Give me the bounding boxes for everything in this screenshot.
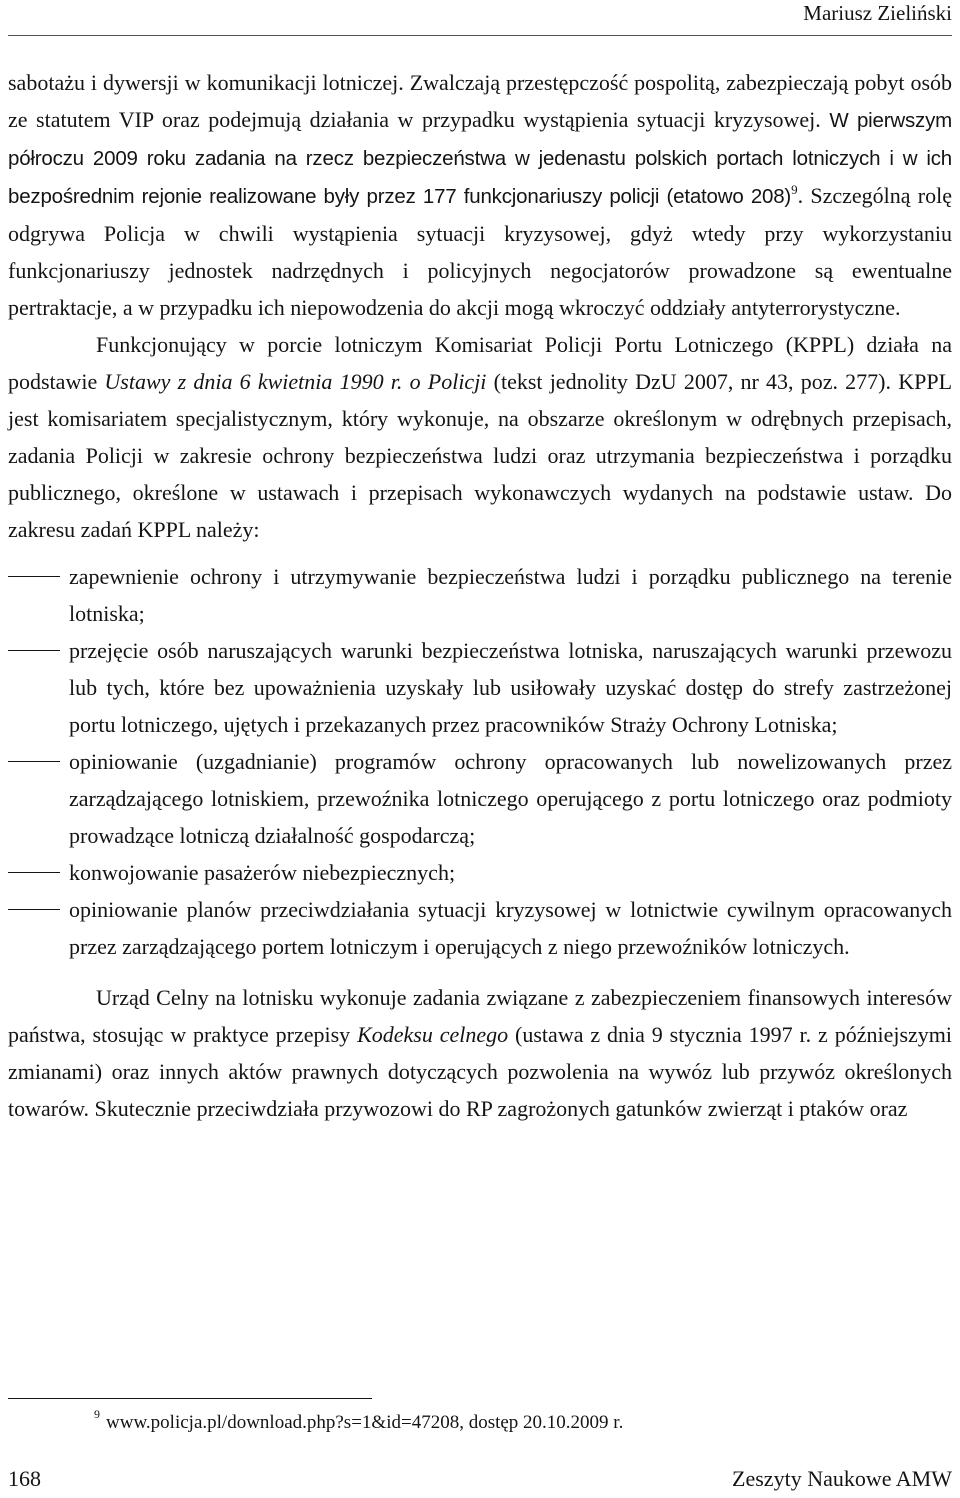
footnote [94,1407,624,1434]
footnote-ref[interactable]: 9 [791,182,798,197]
list-item [8,743,952,854]
paragraph-customs-office [8,979,952,1127]
footnote-link-text[interactable]: www.policja.pl/download.php?s=1&id=47208, dostęp 20.10.2009 r. [106,1412,624,1433]
list-item [8,891,952,965]
dash-bullet [8,576,60,577]
list-item-text: przejęcie osób naruszających warunki bezpieczeństwa lotniska, naruszających warunki przewozu lub tych, które bez upoważnienia uzyskały lub usiłowały uzyskać dostęp do strefy zastrzeżonej portu lotniczego, ujętych i przekazanych przez pracowników Straży Ochrony Lotniska; [69,638,952,737]
page-number: 168 [8,1466,41,1491]
list-item-text: opiniowanie planów przeciwdziałania sytuacji kryzysowej w lotnictwie cywilnym opracowanych przez zarządzającego portem lotniczym i operujących z niego przewoźników lotniczych. [69,897,952,959]
code-title: Kodeksu celnego [357,1022,509,1047]
dash-bullet [8,650,60,651]
kppl-tasks-list [8,558,952,965]
act-title: Ustawy z dnia 6 kwietnia 1990 r. o Policji [104,369,487,394]
list-item [8,558,952,632]
paragraph-text-sans: W pierwszym półroczu 2009 roku zadania na rzecz bezpieczeństwa w jedenastu polskich portach lotniczych i w ich bezpośrednim rejonie realizowane były przez 177 funkcjonariuszy policji (etatowo 208) [8,109,952,208]
paragraph-kppl-legal-basis [8,326,952,548]
dash-bullet [8,872,60,873]
dash-bullet [8,761,60,762]
header-rule [8,35,952,36]
running-header-author: Mariusz Zieliński [803,1,952,25]
list-item [8,632,952,743]
footnote-number: 9 [94,1407,100,1421]
list-item-text: opiniowanie (uzgadnianie) programów ochrony opracowanych lub nowelizowanych przez zarządzającego lotniskiem, przewoźnika lotniczego operującego z portu lotniczego oraz podmioty prowadzące lotniczą działalność gospodarczą; [69,749,952,848]
paragraph-text: . Szczególną rolę odgrywa Policja w chwili wystąpienia sytuacji kryzysowej, gdyż wtedy przy wykorzystaniu funkcjonariuszy jednostek nadrzędnych i policyjnych negocjatorów prowadzone są ewentualne pertraktacje, a w przypadku ich niepowodzenia do akcji mogą wkroczyć oddziały antyterrorystyczne. [8,183,953,320]
dash-bullet [8,909,60,910]
paragraph-text: Funkcjonujący w porcie lotniczym Komisariat Policji Portu Lotniczego (KPPL) działa na podstawie [8,332,952,394]
paragraph-text: sabotażu i dywersji w komunikacji lotniczej. Zwalczają przestępczość pospolitą, zabezpieczają pobyt osób ze statutem VIP oraz podejmują działania w przypadku wystąpienia sytuacji kryzysowej. [8,70,952,132]
footnote-rule [8,1398,372,1399]
paragraph-text: (tekst jednolity DzU 2007, nr 43, poz. 277). KPPL jest komisariatem specjalistycznym, który wykonuje, na obszarze określonym w odrębnych przepisach, zadania Policji w zakresie ochrony bezpieczeństwa ludzi oraz utrzymania bezpieczeństwa i porządku publicznego, określone w ustawach i przepisach wykonawczych wydanych na podstawie ustaw. Do zakresu zadań KPPL należy: [8,369,953,542]
paragraph-text: (ustawa z dnia 9 stycznia 1997 r. z późniejszymi zmianami) oraz innych aktów prawnych dotyczących pozwolenia na wywóz lub przywóz określonych towarów. Skutecznie przeciwdziała przywozowi do RP zagrożonych gatunków zwierząt i ptaków oraz [8,1022,953,1121]
list-item-text: konwojowanie pasażerów niebezpiecznych; [69,860,456,885]
paragraph-kppl-context [8,64,952,326]
page-body [8,64,952,1127]
list-item [8,854,952,891]
list-item-text: zapewnienie ochrony i utrzymywanie bezpieczeństwa ludzi i porządku publicznego na terenie lotniska; [69,564,952,626]
journal-title: Zeszyty Naukowe AMW [732,1466,952,1491]
paragraph-text: Urząd Celny na lotnisku wykonuje zadania związane z zabezpieczeniem finansowych interesów państwa, stosując w praktyce przepisy [8,985,952,1047]
